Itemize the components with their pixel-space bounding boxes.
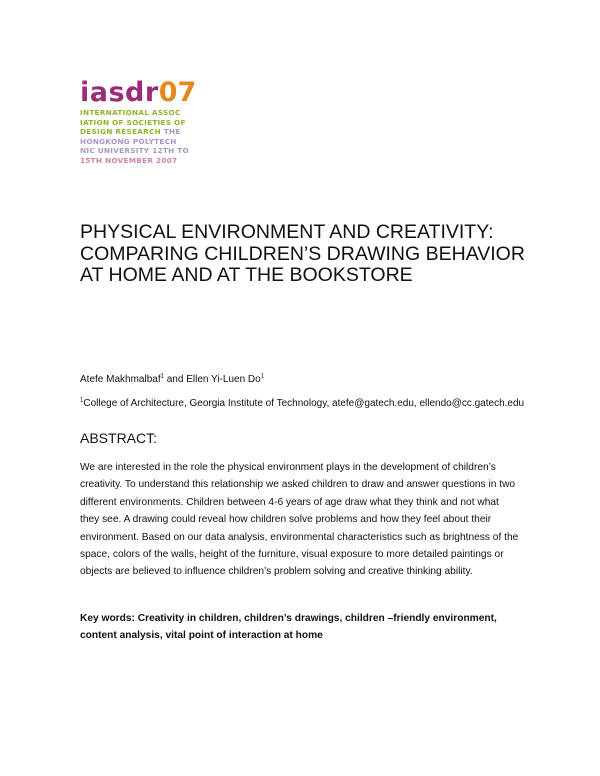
abstract-body [80, 459, 550, 581]
logo-iasdr: iasdr [80, 77, 159, 108]
logo-line: 15TH NOVEMBER 2007 [80, 155, 178, 165]
keywords-line: Key words: Creativity in children, children’s drawings, children –friendly environment, [80, 613, 497, 624]
paper-title [80, 222, 550, 287]
abstract-line: space, colors of the walls, height of the furniture, visual exposure to more detailed paintings or [80, 548, 504, 560]
logo-text-block [80, 108, 200, 165]
abstract-line: different environments. Children between 4-6 years of age draw what they think and not what [80, 496, 499, 508]
author-name: Ellen Yi-Luen Do [186, 374, 261, 385]
logo-line: IATION OF SOCIETIES OF [80, 117, 186, 127]
title-line: AT HOME AND AT THE BOOKSTORE [80, 264, 413, 286]
keywords [80, 610, 550, 645]
abstract-line: We are interested in the role the physical environment plays in the development of children’s [80, 462, 496, 473]
affiliation-text: College of Architecture, Georgia Institute of Technology, atefe@gatech.edu, ellendo@cc.gatech.edu [83, 398, 525, 409]
affiliation-marker: 1 [260, 373, 265, 380]
logo-line-part: THE [163, 127, 181, 136]
title-line: PHYSICAL ENVIRONMENT AND CREATIVITY: [80, 221, 494, 243]
author-connector: and [163, 374, 187, 385]
author-name: Atefe Makhmalbaf [80, 374, 161, 385]
logo-title [80, 77, 200, 108]
title-line: COMPARING CHILDREN’S DRAWING BEHAVIOR [80, 242, 525, 265]
logo-line [80, 127, 200, 137]
keywords-line: content analysis, vital point of interaction at home [80, 630, 323, 642]
conference-logo [80, 77, 200, 165]
abstract-line: creativity. To understand this relationship we asked children to draw and answer questions in two [80, 479, 516, 491]
logo-line: INTERNATIONAL ASSOC [80, 108, 181, 117]
abstract-heading: ABSTRACT: [80, 430, 158, 446]
affiliation-marker: 1 [160, 373, 164, 380]
abstract-line: they see. A drawing could reveal how children solve problems and how they feel about their [80, 514, 492, 526]
abstract-line: environment. Based on our data analysis, environmental characteristics such as brightness of the [80, 531, 519, 543]
logo-line: HONGKONG POLYTECH [80, 136, 177, 146]
author-list [80, 374, 264, 386]
abstract-line: objects are believed to influence children’s problem solving and creative thinking ability. [80, 566, 473, 578]
affiliation-marker: 1 [80, 397, 84, 404]
affiliation [80, 398, 524, 410]
logo-line: NIC UNIVERSITY 12TH TO [80, 146, 189, 155]
logo-year: 07 [158, 77, 197, 108]
logo-line-part: DESIGN RESEARCH [80, 127, 164, 136]
